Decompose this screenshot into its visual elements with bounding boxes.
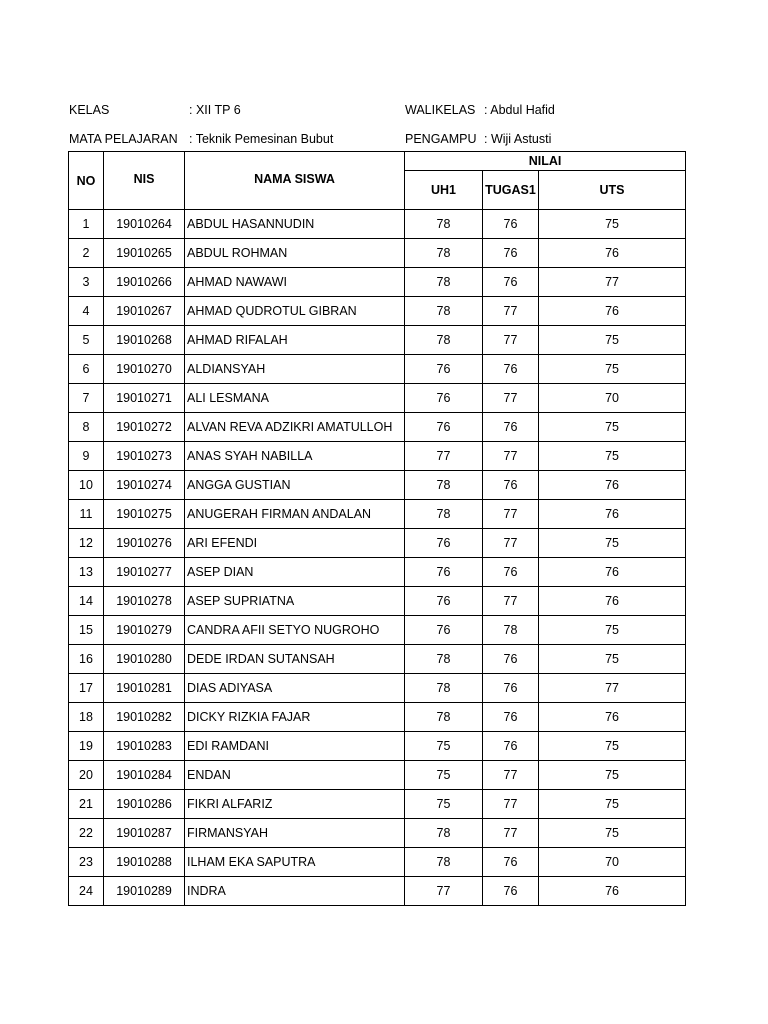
cell-nama: ABDUL HASANNUDIN bbox=[185, 210, 405, 239]
cell-nis: 19010265 bbox=[104, 239, 185, 268]
cell-nama: ANUGERAH FIRMAN ANDALAN bbox=[185, 500, 405, 529]
cell-uts: 75 bbox=[539, 616, 686, 645]
cell-nis: 19010289 bbox=[104, 877, 185, 906]
table-row bbox=[69, 616, 686, 645]
walikelas-label: WALIKELAS bbox=[405, 103, 476, 117]
cell-no: 5 bbox=[69, 326, 104, 355]
table-row bbox=[69, 674, 686, 703]
cell-tugas1: 76 bbox=[483, 355, 539, 384]
cell-uh1: 75 bbox=[405, 790, 483, 819]
cell-uh1: 78 bbox=[405, 819, 483, 848]
cell-uts: 75 bbox=[539, 442, 686, 471]
cell-uh1: 78 bbox=[405, 326, 483, 355]
walikelas-value: : Abdul Hafid bbox=[484, 103, 555, 117]
cell-uts: 75 bbox=[539, 790, 686, 819]
cell-nis: 19010264 bbox=[104, 210, 185, 239]
cell-uh1: 76 bbox=[405, 384, 483, 413]
col-tugas1-header: TUGAS1 bbox=[483, 171, 539, 210]
table-row bbox=[69, 761, 686, 790]
cell-uts: 76 bbox=[539, 703, 686, 732]
cell-nama: DICKY RIZKIA FAJAR bbox=[185, 703, 405, 732]
cell-no: 6 bbox=[69, 355, 104, 384]
cell-uh1: 76 bbox=[405, 616, 483, 645]
cell-no: 12 bbox=[69, 529, 104, 558]
cell-uh1: 76 bbox=[405, 413, 483, 442]
cell-uh1: 77 bbox=[405, 442, 483, 471]
cell-tugas1: 77 bbox=[483, 500, 539, 529]
cell-tugas1: 76 bbox=[483, 703, 539, 732]
cell-nama: FIRMANSYAH bbox=[185, 819, 405, 848]
table-row bbox=[69, 326, 686, 355]
cell-no: 8 bbox=[69, 413, 104, 442]
mapel-value: : Teknik Pemesinan Bubut bbox=[189, 132, 334, 146]
cell-no: 2 bbox=[69, 239, 104, 268]
cell-nis: 19010266 bbox=[104, 268, 185, 297]
cell-uh1: 75 bbox=[405, 732, 483, 761]
cell-nis: 19010287 bbox=[104, 819, 185, 848]
cell-nis: 19010283 bbox=[104, 732, 185, 761]
cell-uh1: 78 bbox=[405, 471, 483, 500]
cell-uts: 75 bbox=[539, 326, 686, 355]
cell-tugas1: 77 bbox=[483, 761, 539, 790]
cell-no: 16 bbox=[69, 645, 104, 674]
cell-nama: ASEP SUPRIATNA bbox=[185, 587, 405, 616]
cell-uh1: 78 bbox=[405, 297, 483, 326]
cell-uts: 75 bbox=[539, 529, 686, 558]
cell-uts: 75 bbox=[539, 645, 686, 674]
cell-uh1: 75 bbox=[405, 761, 483, 790]
table-row bbox=[69, 790, 686, 819]
table-row bbox=[69, 442, 686, 471]
cell-uh1: 76 bbox=[405, 355, 483, 384]
cell-uts: 76 bbox=[539, 239, 686, 268]
nilai-group-header: NILAI bbox=[405, 152, 686, 171]
table-row bbox=[69, 355, 686, 384]
table-header bbox=[69, 152, 686, 210]
cell-nama: ENDAN bbox=[185, 761, 405, 790]
cell-no: 24 bbox=[69, 877, 104, 906]
cell-no: 9 bbox=[69, 442, 104, 471]
cell-nis: 19010268 bbox=[104, 326, 185, 355]
cell-no: 20 bbox=[69, 761, 104, 790]
cell-uh1: 77 bbox=[405, 877, 483, 906]
cell-nis: 19010277 bbox=[104, 558, 185, 587]
cell-uts: 76 bbox=[539, 558, 686, 587]
cell-uts: 77 bbox=[539, 268, 686, 297]
cell-uh1: 78 bbox=[405, 848, 483, 877]
table-row bbox=[69, 587, 686, 616]
cell-nis: 19010276 bbox=[104, 529, 185, 558]
col-nama-header: NAMA SISWA bbox=[185, 152, 405, 210]
cell-tugas1: 77 bbox=[483, 442, 539, 471]
cell-no: 1 bbox=[69, 210, 104, 239]
kelas-value: : XII TP 6 bbox=[189, 103, 241, 117]
cell-nis: 19010278 bbox=[104, 587, 185, 616]
cell-uh1: 78 bbox=[405, 703, 483, 732]
cell-nama: DEDE IRDAN SUTANSAH bbox=[185, 645, 405, 674]
table-row bbox=[69, 732, 686, 761]
cell-nis: 19010279 bbox=[104, 616, 185, 645]
table-row bbox=[69, 645, 686, 674]
cell-nis: 19010288 bbox=[104, 848, 185, 877]
cell-no: 17 bbox=[69, 674, 104, 703]
table-row bbox=[69, 297, 686, 326]
cell-tugas1: 78 bbox=[483, 616, 539, 645]
cell-nama: FIKRI ALFARIZ bbox=[185, 790, 405, 819]
table-row bbox=[69, 384, 686, 413]
table-row bbox=[69, 239, 686, 268]
cell-uh1: 76 bbox=[405, 529, 483, 558]
cell-uts: 76 bbox=[539, 471, 686, 500]
cell-tugas1: 76 bbox=[483, 413, 539, 442]
table-row bbox=[69, 500, 686, 529]
cell-nama: ABDUL ROHMAN bbox=[185, 239, 405, 268]
cell-nis: 19010270 bbox=[104, 355, 185, 384]
cell-no: 18 bbox=[69, 703, 104, 732]
cell-no: 14 bbox=[69, 587, 104, 616]
cell-no: 23 bbox=[69, 848, 104, 877]
cell-nis: 19010282 bbox=[104, 703, 185, 732]
cell-uh1: 78 bbox=[405, 268, 483, 297]
cell-uts: 76 bbox=[539, 297, 686, 326]
col-uts-header: UTS bbox=[539, 171, 686, 210]
cell-uts: 75 bbox=[539, 819, 686, 848]
cell-tugas1: 76 bbox=[483, 645, 539, 674]
table-row bbox=[69, 877, 686, 906]
cell-uts: 75 bbox=[539, 210, 686, 239]
cell-uts: 76 bbox=[539, 500, 686, 529]
cell-no: 3 bbox=[69, 268, 104, 297]
cell-nama: EDI RAMDANI bbox=[185, 732, 405, 761]
cell-no: 7 bbox=[69, 384, 104, 413]
cell-tugas1: 76 bbox=[483, 877, 539, 906]
cell-uts: 75 bbox=[539, 761, 686, 790]
cell-nama: ANGGA GUSTIAN bbox=[185, 471, 405, 500]
cell-tugas1: 76 bbox=[483, 471, 539, 500]
cell-tugas1: 77 bbox=[483, 326, 539, 355]
table-row bbox=[69, 413, 686, 442]
cell-nis: 19010273 bbox=[104, 442, 185, 471]
col-nis-header: NIS bbox=[104, 152, 185, 210]
cell-tugas1: 76 bbox=[483, 674, 539, 703]
cell-uh1: 78 bbox=[405, 239, 483, 268]
cell-uts: 70 bbox=[539, 384, 686, 413]
cell-tugas1: 76 bbox=[483, 210, 539, 239]
cell-uts: 75 bbox=[539, 413, 686, 442]
cell-tugas1: 77 bbox=[483, 587, 539, 616]
cell-nama: CANDRA AFII SETYO NUGROHO bbox=[185, 616, 405, 645]
cell-nis: 19010286 bbox=[104, 790, 185, 819]
cell-nama: DIAS ADIYASA bbox=[185, 674, 405, 703]
cell-tugas1: 77 bbox=[483, 790, 539, 819]
cell-tugas1: 76 bbox=[483, 268, 539, 297]
cell-uts: 76 bbox=[539, 877, 686, 906]
cell-no: 22 bbox=[69, 819, 104, 848]
cell-uh1: 78 bbox=[405, 500, 483, 529]
cell-nama: AHMAD QUDROTUL GIBRAN bbox=[185, 297, 405, 326]
cell-nis: 19010281 bbox=[104, 674, 185, 703]
col-no-header: NO bbox=[69, 152, 104, 210]
cell-tugas1: 77 bbox=[483, 297, 539, 326]
mapel-label: MATA PELAJARAN bbox=[69, 132, 178, 146]
cell-uh1: 78 bbox=[405, 674, 483, 703]
cell-nama: ALI LESMANA bbox=[185, 384, 405, 413]
table-row bbox=[69, 210, 686, 239]
cell-nama: ILHAM EKA SAPUTRA bbox=[185, 848, 405, 877]
cell-nis: 19010272 bbox=[104, 413, 185, 442]
cell-uh1: 78 bbox=[405, 645, 483, 674]
cell-nama: ALDIANSYAH bbox=[185, 355, 405, 384]
table-body bbox=[69, 210, 686, 906]
cell-nis: 19010280 bbox=[104, 645, 185, 674]
cell-no: 13 bbox=[69, 558, 104, 587]
col-uh1-header: UH1 bbox=[405, 171, 483, 210]
table-row bbox=[69, 471, 686, 500]
cell-nama: INDRA bbox=[185, 877, 405, 906]
table-row bbox=[69, 558, 686, 587]
cell-tugas1: 77 bbox=[483, 819, 539, 848]
cell-tugas1: 76 bbox=[483, 848, 539, 877]
cell-no: 10 bbox=[69, 471, 104, 500]
cell-nis: 19010267 bbox=[104, 297, 185, 326]
table-row bbox=[69, 529, 686, 558]
cell-nis: 19010275 bbox=[104, 500, 185, 529]
pengampu-label: PENGAMPU bbox=[405, 132, 477, 146]
cell-uh1: 78 bbox=[405, 210, 483, 239]
cell-nis: 19010284 bbox=[104, 761, 185, 790]
cell-uh1: 76 bbox=[405, 587, 483, 616]
cell-uts: 77 bbox=[539, 674, 686, 703]
table-row bbox=[69, 703, 686, 732]
cell-uts: 70 bbox=[539, 848, 686, 877]
cell-no: 19 bbox=[69, 732, 104, 761]
cell-nama: AHMAD NAWAWI bbox=[185, 268, 405, 297]
cell-tugas1: 77 bbox=[483, 384, 539, 413]
cell-tugas1: 77 bbox=[483, 529, 539, 558]
pengampu-value: : Wiji Astusti bbox=[484, 132, 552, 146]
cell-no: 15 bbox=[69, 616, 104, 645]
grades-table bbox=[68, 151, 686, 906]
table-row bbox=[69, 819, 686, 848]
cell-nama: ARI EFENDI bbox=[185, 529, 405, 558]
cell-uts: 76 bbox=[539, 587, 686, 616]
table-row bbox=[69, 268, 686, 297]
cell-tugas1: 76 bbox=[483, 732, 539, 761]
cell-nama: AHMAD RIFALAH bbox=[185, 326, 405, 355]
cell-no: 4 bbox=[69, 297, 104, 326]
cell-tugas1: 76 bbox=[483, 239, 539, 268]
cell-no: 11 bbox=[69, 500, 104, 529]
cell-uh1: 76 bbox=[405, 558, 483, 587]
cell-nis: 19010271 bbox=[104, 384, 185, 413]
cell-uts: 75 bbox=[539, 355, 686, 384]
cell-nama: ALVAN REVA ADZIKRI AMATULLOH bbox=[185, 413, 405, 442]
kelas-label: KELAS bbox=[69, 103, 110, 117]
cell-no: 21 bbox=[69, 790, 104, 819]
cell-tugas1: 76 bbox=[483, 558, 539, 587]
cell-uts: 75 bbox=[539, 732, 686, 761]
table-row bbox=[69, 848, 686, 877]
cell-nama: ANAS SYAH NABILLA bbox=[185, 442, 405, 471]
cell-nama: ASEP DIAN bbox=[185, 558, 405, 587]
cell-nis: 19010274 bbox=[104, 471, 185, 500]
